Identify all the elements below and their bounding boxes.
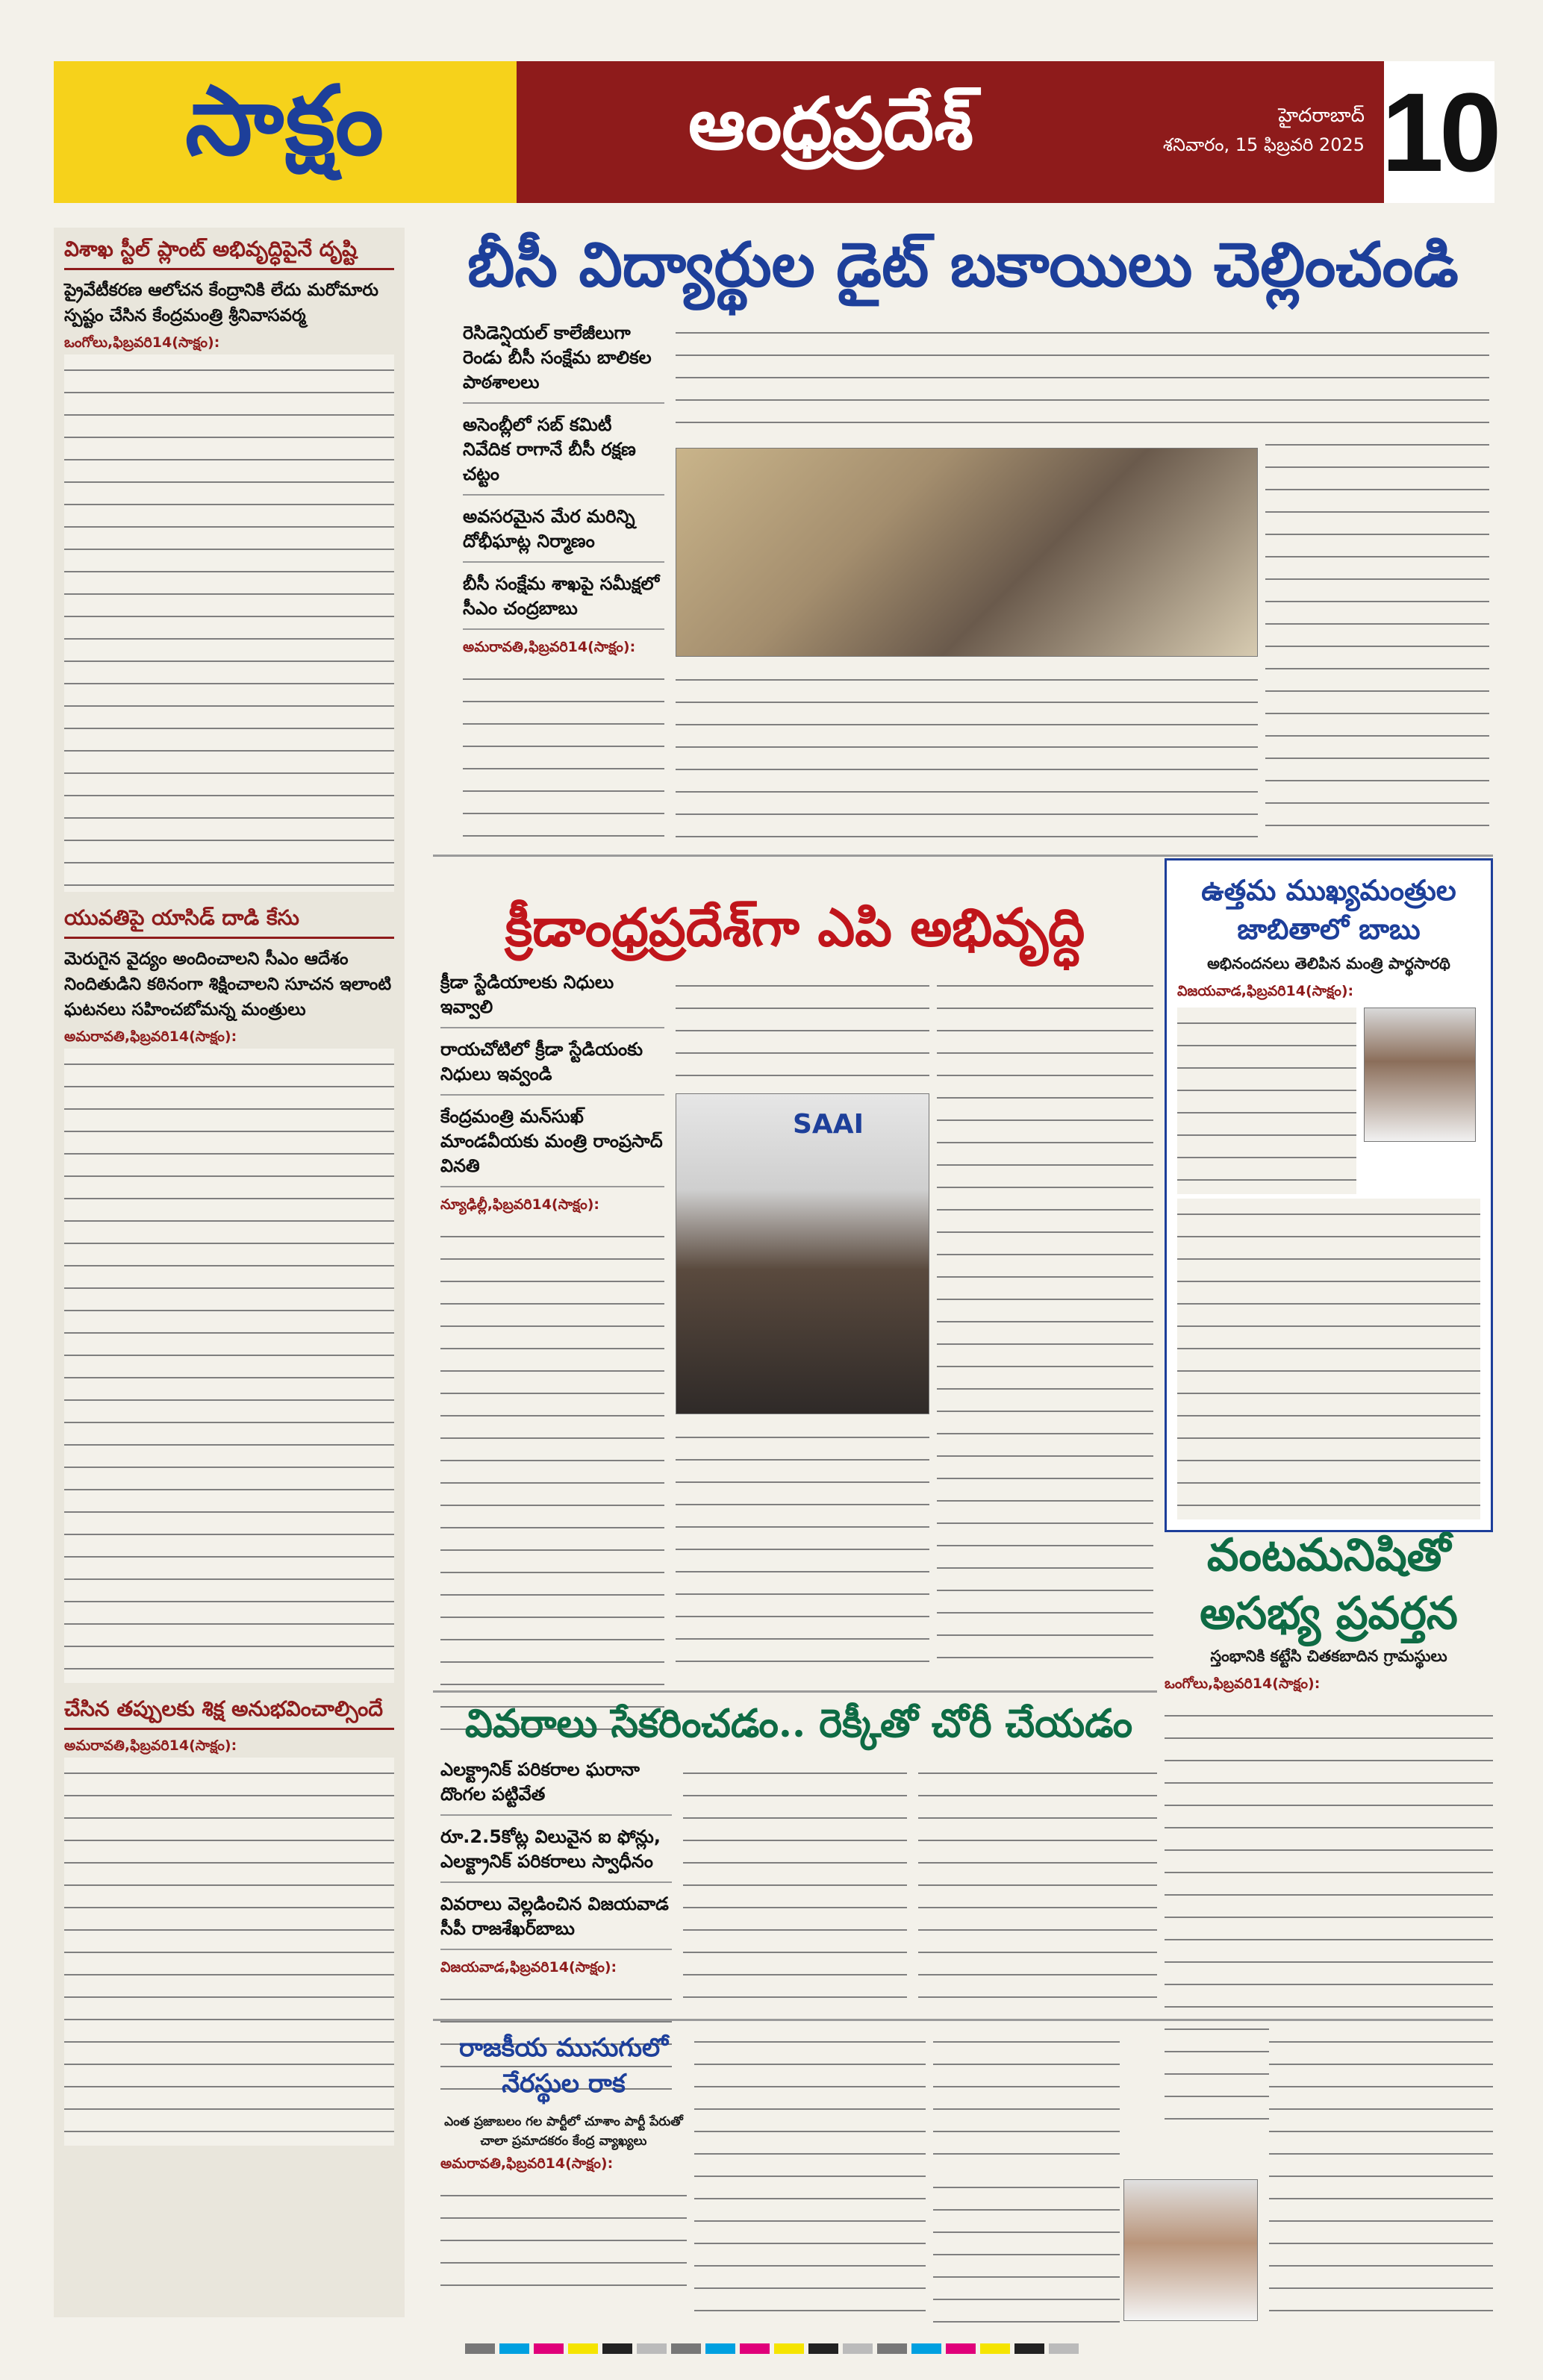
best-cm-title: ఉత్తమ ముఖ్యమంత్రుల జాబితాలో బాబు [1201,873,1456,946]
politics-dateline: అమరావతి,ఫిబ్రవరి14(సాక్షం): [440,2155,614,2172]
section-name: ఆంధ్రప్రదేశ్ [688,81,973,166]
politics-body [440,2180,687,2307]
cm-portrait [1123,2179,1258,2321]
story-body [64,1049,394,1683]
best-cm-body [1177,1008,1356,1194]
politics-body-mid [694,2026,926,2329]
sports-subheads [440,970,664,1751]
story-title: విశాఖ స్టీల్ ప్లాంట్ అభివృద్ధిపైనే దృష్టి [64,235,394,270]
lead-body [463,663,664,843]
lead-subheads [463,321,664,843]
sports-headline: క్రీడాంధ్రప్రదేశ్‌గా ఎపి అభివృద్ధి [505,896,1085,958]
theft-body-mid [683,1758,907,2011]
theft-body-right [918,1758,1157,2011]
best-cm-deck: అభినందనలు తెలిపిన మంత్రి పార్థసారథి [1207,955,1450,972]
sports-dateline: న్యూఢిల్లీ,ఫిబ్రవరి14(సాక్షం): [440,1196,600,1213]
minister-portrait [1364,1008,1476,1142]
meeting-photo [676,448,1258,657]
date-box [1162,61,1497,203]
brand-name: సాక్షం [185,64,385,177]
theft-subhead: ఎలక్ట్రానిక్ పరికరాల ఘరానా దొంగల పట్టివేత [440,1758,672,1816]
section-band [517,61,1497,203]
page-number-box [1375,61,1497,203]
best-cm-box [1165,858,1493,1532]
misbehaviour-dateline: ఒంగోలు,ఫిబ్రవరి14(సాక్షం): [1165,1675,1321,1692]
page-number: 10 [1381,69,1497,195]
lead-dateline: అమరావతి,ఫిబ్రవరి14(సాక్షం): [463,639,636,655]
sports-body-top [676,970,929,1082]
brand-logo [54,61,517,203]
sports-body-right [937,970,1153,1679]
misbehaviour-deck: స్తంభానికి కట్టేసి చితకబాదిన గ్రామస్థులు [1210,1647,1447,1665]
minister-photo [676,1093,929,1414]
divider [433,2019,1493,2021]
lead-body-bottom [676,664,1258,843]
politics-intro [440,2112,687,2307]
story-body [64,354,394,892]
story-title: చేసిన తప్పులకు శిక్ష అనుభవించాల్సిందే [64,1695,394,1730]
story-deck: ప్రైవేటీకరణ ఆలోచన కేంద్రానికి లేదు మరోమారు స్పష్టం చేసిన కేంద్రమంత్రి శ్రీనివాసవర్మ [64,281,378,325]
story-acid-attack [64,904,394,1683]
story-dateline: ఒంగోలు,ఫిబ్రవరి14(సాక్షం): [64,334,220,351]
story-title: యువతిపై యాసిడ్ దాడి కేసు [64,904,394,939]
sports-body-mid [676,1422,929,1679]
divider [433,1690,1157,1693]
lead-subhead: బీసీ సంక్షేమ శాఖపై సమీక్షలో సీఎం చంద్రబాబు [463,572,664,630]
sports-subhead: క్రీడా స్టేడియాలకు నిధులు ఇవ్వాలి [440,970,664,1028]
politics-body-far-right [1269,2026,1493,2329]
theft-subhead: రూ.2.5కోట్ల విలువైన ఐ ఫోన్లు, ఎలక్ట్రానిక్ పరికరాలు స్వాధీనం [440,1825,672,1883]
lead-subhead: అవసరమైన మేర మరిన్ని దోభీఘాట్ల నిర్మాణం [463,505,664,563]
story-body [64,1758,394,2146]
theft-headline: వివరాలు సేకరించడం.. రెక్కీతో చోరీ చేయడం [464,1701,1133,1746]
city-label: హైదరాబాద్ [1278,104,1365,127]
lead-headline: బీసీ విద్యార్థుల డైట్ బకాయిలు చెల్లించండి [467,229,1459,301]
lead-subhead: అసెంబ్లీలో సబ్ కమిటీ నివేదిక రాగానే బీసీ రక్షణ చట్టం [463,413,664,496]
sports-body [440,1221,664,1751]
politics-headline: రాజకీయ ముసుగులో నేరస్థుల రాక [459,2033,668,2099]
misbehaviour-title: వంటమనిషితో అసభ్య ప్రవర్తన [1200,1529,1458,1640]
best-cm-body-cont [1177,1199,1480,1519]
story-dateline: అమరావతి,ఫిబ్రవరి14(సాక్షం): [64,1737,237,1754]
photo-banner-text: SAAI [793,1109,864,1140]
politics-body-lower [933,2172,1120,2329]
date-label: శనివారం, 15 ఫిబ్రవరి 2025 [1162,134,1365,155]
best-cm-dateline: విజయవాడ,ఫిబ్రవరి14(సాక్షం): [1177,983,1354,999]
story-deck: మెరుగైన వైద్యం అందించాలని సీఎం ఆదేశం నిందితుడిని కఠినంగా శిక్షించాలని సూచన ఇలాంటి ఘటనలు సహించబోమన్న మంత్రులు [64,949,392,1019]
story-dateline: అమరావతి,ఫిబ్రవరి14(సాక్షం): [64,1028,237,1045]
left-column [54,228,405,2317]
politics-deck: ఎంత ప్రజాబలం గల పార్టీలో చూశాం పార్టీ పేరుతో చాలా ప్రమాదకరం కేంద్ర వ్యాఖ్యలు [444,2114,683,2149]
masthead [54,61,1497,203]
sports-subhead: కేంద్రమంత్రి మన్‌సుఖ్ మాండవీయకు మంత్రి రాంప్రసాద్ వినతి [440,1105,664,1187]
story-punishment [64,1695,394,2146]
lead-body-right [1265,317,1489,843]
sports-subhead: రాయచోటిలో క్రీడా స్టేడియంకు నిధులు ఇవ్వండి [440,1037,664,1096]
theft-dateline: విజయవాడ,ఫిబ్రవరి14(సాక్షం): [440,1959,617,1975]
story-steel-plant [64,235,394,892]
politics-body-right [933,2026,1120,2168]
lead-subhead: రెసిడెన్షియల్ కాలేజీలుగా రెండు బీసీ సంక్షేమ బాలికల పాఠశాలలు [463,321,664,404]
divider [433,855,1493,857]
print-registration-marks [0,2343,1543,2366]
theft-subhead: వివరాలు వెల్లడించిన విజయవాడ సీపీ రాజశేఖర్‌బాబు [440,1892,672,1950]
